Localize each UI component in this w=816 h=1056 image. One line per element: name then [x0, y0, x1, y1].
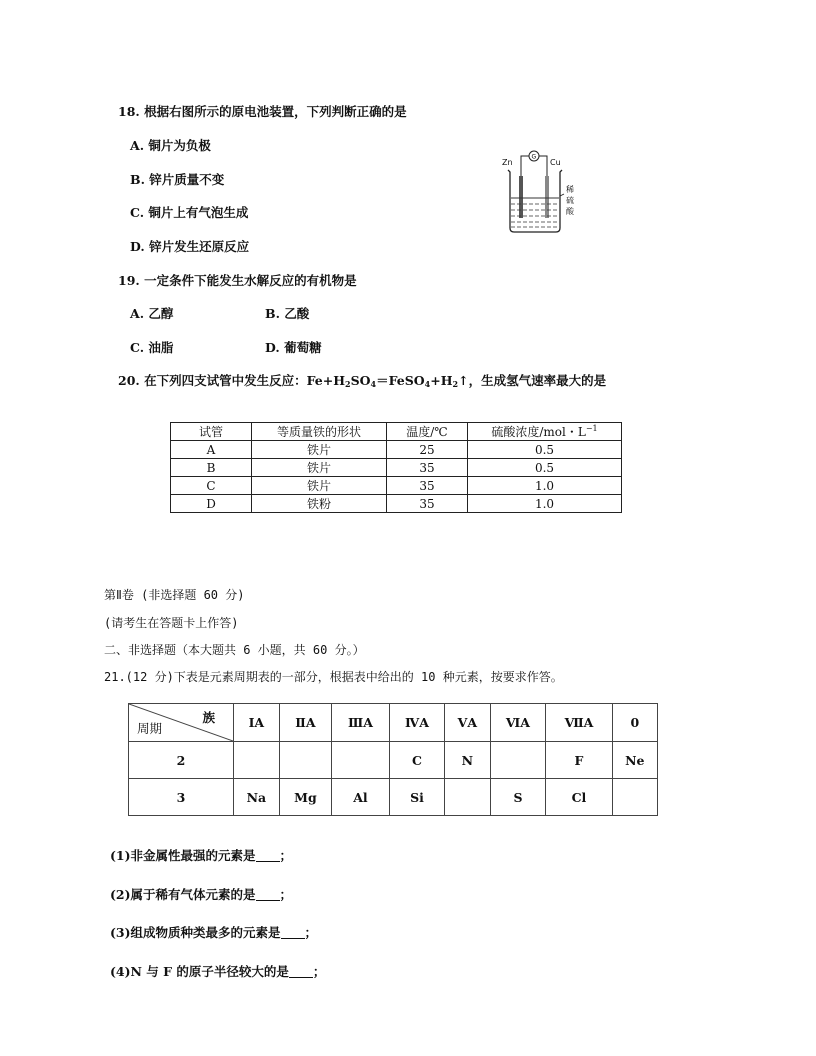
element-cell — [490, 742, 546, 779]
section2-note: (请考生在答题卡上作答) — [104, 616, 239, 630]
period-cell: 2 — [129, 742, 234, 779]
periodic-table — [128, 703, 658, 816]
corner-period-label: 周期 — [137, 721, 163, 736]
acid-label-3: 酸 — [566, 207, 574, 216]
table-row — [129, 742, 658, 779]
element-cell — [279, 742, 331, 779]
element-cell: N — [445, 742, 490, 779]
galvanic-cell-figure — [500, 148, 580, 234]
element-cell — [332, 742, 390, 779]
answer-blank[interactable] — [289, 965, 313, 978]
element-cell — [612, 779, 657, 816]
table-row — [171, 441, 622, 459]
q20-stem: 20. 在下列四支试管中发生反应：$Fe+H_2SO_4=FeSO_4+H_2↑$，生成氢气速率最大的是 — [118, 373, 607, 389]
q21-sub-1: (1)非金属性最强的元素是 ； — [110, 848, 293, 863]
q19-option-d: D. 葡萄糖 — [265, 340, 322, 355]
q18-option-a: A. 铜片为负极 — [130, 138, 211, 153]
group-header: ⅡA — [279, 704, 331, 742]
q18-stem: 18. 根据右图所示的原电池装置，下列判断正确的是 — [118, 104, 407, 119]
table-cell: 铁片 — [252, 459, 387, 477]
q21-sub-3: (3)组成物质种类最多的元素是 ； — [110, 925, 318, 940]
cu-label: Cu — [550, 158, 561, 167]
table-cell: 铁片 — [252, 441, 387, 459]
group-header: 0 — [612, 704, 657, 742]
section2-title: 第Ⅱ卷 (非选择题 60 分) — [104, 588, 245, 602]
table-cell: 35 — [387, 459, 468, 477]
group-header: ⅠA — [234, 704, 280, 742]
table-cell: D — [171, 495, 252, 513]
group-header: ⅦA — [546, 704, 612, 742]
table-row — [171, 459, 622, 477]
group-header: ⅣA — [389, 704, 444, 742]
table-header-row — [129, 704, 658, 742]
zn-label: Zn — [502, 158, 513, 167]
table-header: 等质量铁的形状 — [252, 423, 387, 441]
table-cell: B — [171, 459, 252, 477]
q18-option-b: B. 锌片质量不变 — [130, 172, 225, 187]
element-cell — [234, 742, 280, 779]
table-row — [171, 495, 622, 513]
q19-option-b: B. 乙酸 — [265, 306, 310, 321]
q19-stem: 19. 一定条件下能发生水解反应的有机物是 — [118, 273, 357, 288]
q21-sub-2: (2)属于稀有气体元素的是 ； — [110, 887, 293, 902]
period-cell: 3 — [129, 779, 234, 816]
table-header: 温度/℃ — [387, 423, 468, 441]
table-row — [171, 477, 622, 495]
corner-cell — [129, 704, 234, 742]
group-header: ⅥA — [490, 704, 546, 742]
element-cell: S — [490, 779, 546, 816]
q19-option-a: A. 乙醇 — [130, 306, 174, 321]
acid-label-2: 硫 — [566, 196, 574, 205]
table-cell: 1.0 — [468, 477, 622, 495]
q20-table — [170, 422, 622, 513]
element-cell: Ne — [612, 742, 657, 779]
table-cell: 铁片 — [252, 477, 387, 495]
answer-blank[interactable] — [256, 888, 280, 901]
element-cell: C — [389, 742, 444, 779]
table-cell: 0.5 — [468, 459, 622, 477]
corner-group-label: 族 — [202, 710, 215, 725]
meter-label: G — [531, 153, 537, 161]
table-cell: 铁粉 — [252, 495, 387, 513]
element-cell: F — [546, 742, 612, 779]
q19-option-c: C. 油脂 — [130, 340, 174, 355]
table-cell: 1.0 — [468, 495, 622, 513]
acid-label-1: 稀 — [566, 185, 574, 194]
q18-option-d: D. 锌片发生还原反应 — [130, 239, 250, 254]
table-cell: A — [171, 441, 252, 459]
table-cell: 25 — [387, 441, 468, 459]
table-cell: 35 — [387, 477, 468, 495]
table-header: 硫酸浓度/mol・$L^{-1}$ — [468, 423, 622, 441]
answer-blank[interactable] — [281, 926, 305, 939]
element-cell: Mg — [279, 779, 331, 816]
table-header-row — [171, 423, 622, 441]
element-cell: Na — [234, 779, 280, 816]
q21-stem: 21.(12 分)下表是元素周期表的一部分，根据表中给出的 10 种元素，按要求作答。 — [104, 670, 563, 684]
q21-sub-4: (4)N 与 F 的原子半径较大的是 ； — [110, 964, 326, 979]
element-cell — [445, 779, 490, 816]
table-cell: 35 — [387, 495, 468, 513]
section2-heading: 二、非选择题（本大题共 6 小题，共 60 分。） — [104, 643, 365, 657]
table-cell: 0.5 — [468, 441, 622, 459]
element-cell: Al — [332, 779, 390, 816]
table-cell: C — [171, 477, 252, 495]
table-header: 试管 — [171, 423, 252, 441]
table-row — [129, 779, 658, 816]
element-cell: Si — [389, 779, 444, 816]
answer-blank[interactable] — [256, 849, 280, 862]
element-cell: Cl — [546, 779, 612, 816]
q18-option-c: C. 铜片上有气泡生成 — [130, 205, 249, 220]
group-header: ⅤA — [445, 704, 490, 742]
group-header: ⅢA — [332, 704, 390, 742]
